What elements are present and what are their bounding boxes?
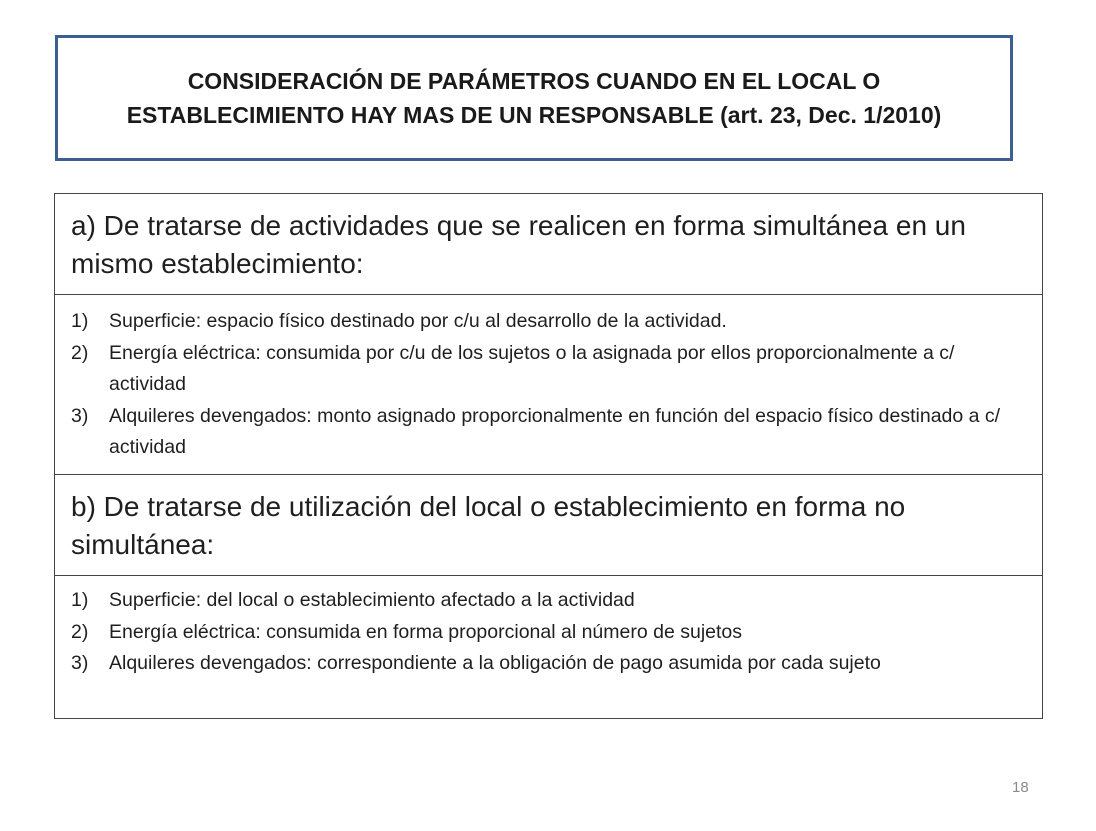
list-item <box>55 338 1042 401</box>
list-item-number: 1) <box>71 589 89 611</box>
list-item-number: 1) <box>71 310 89 332</box>
list-item-text: Alquileres devengados: monto asignado proporcionalmente en función del espacio físico destinado a c/ actividad <box>109 404 1001 458</box>
list-item-number: 2) <box>71 341 89 364</box>
page-title: CONSIDERACIÓN DE PARÁMETROS CUANDO EN EL LOCAL O ESTABLECIMIENTO HAY MAS DE UN RESPONSABLE (art. 23, Dec. 1/2010) <box>126 68 942 128</box>
list-item-number: 2) <box>71 620 89 643</box>
list-item-text: Superficie: espacio físico destinado por c/u al desarrollo de la actividad. <box>109 310 727 332</box>
section-a-list <box>55 295 1042 464</box>
list-item <box>55 306 1042 338</box>
section-a-list-box <box>54 294 1043 475</box>
section-a-heading-box <box>54 193 1043 295</box>
section-b-list <box>55 576 1042 680</box>
list-item-text: Energía eléctrica: consumida en forma proporcional al número de sujetos <box>109 620 743 643</box>
section-b-heading: b) De tratarse de utilización del local o establecimiento en forma no simultánea: <box>71 491 906 560</box>
section-b-list-box <box>54 575 1043 719</box>
list-item-number: 3) <box>71 404 89 427</box>
list-item-number: 3) <box>71 652 89 674</box>
list-item-text: Energía eléctrica: consumida por c/u de los sujetos o la asignada por ellos proporcionalmente a c/ actividad <box>109 341 955 395</box>
list-item <box>55 648 1042 680</box>
title-box <box>55 35 1013 161</box>
section-a-heading: a) De tratarse de actividades que se realicen en forma simultánea en un mismo establecimiento: <box>71 210 966 279</box>
list-item-text: Alquileres devengados: correspondiente a la obligación de pago asumida por cada sujeto <box>109 652 881 674</box>
list-item-text: Superficie: del local o establecimiento afectado a la actividad <box>109 589 635 611</box>
section-b-heading-box <box>54 474 1043 576</box>
list-item <box>55 585 1042 617</box>
list-item <box>55 401 1042 464</box>
list-item <box>55 617 1042 649</box>
page-number: 18 <box>1012 779 1029 796</box>
